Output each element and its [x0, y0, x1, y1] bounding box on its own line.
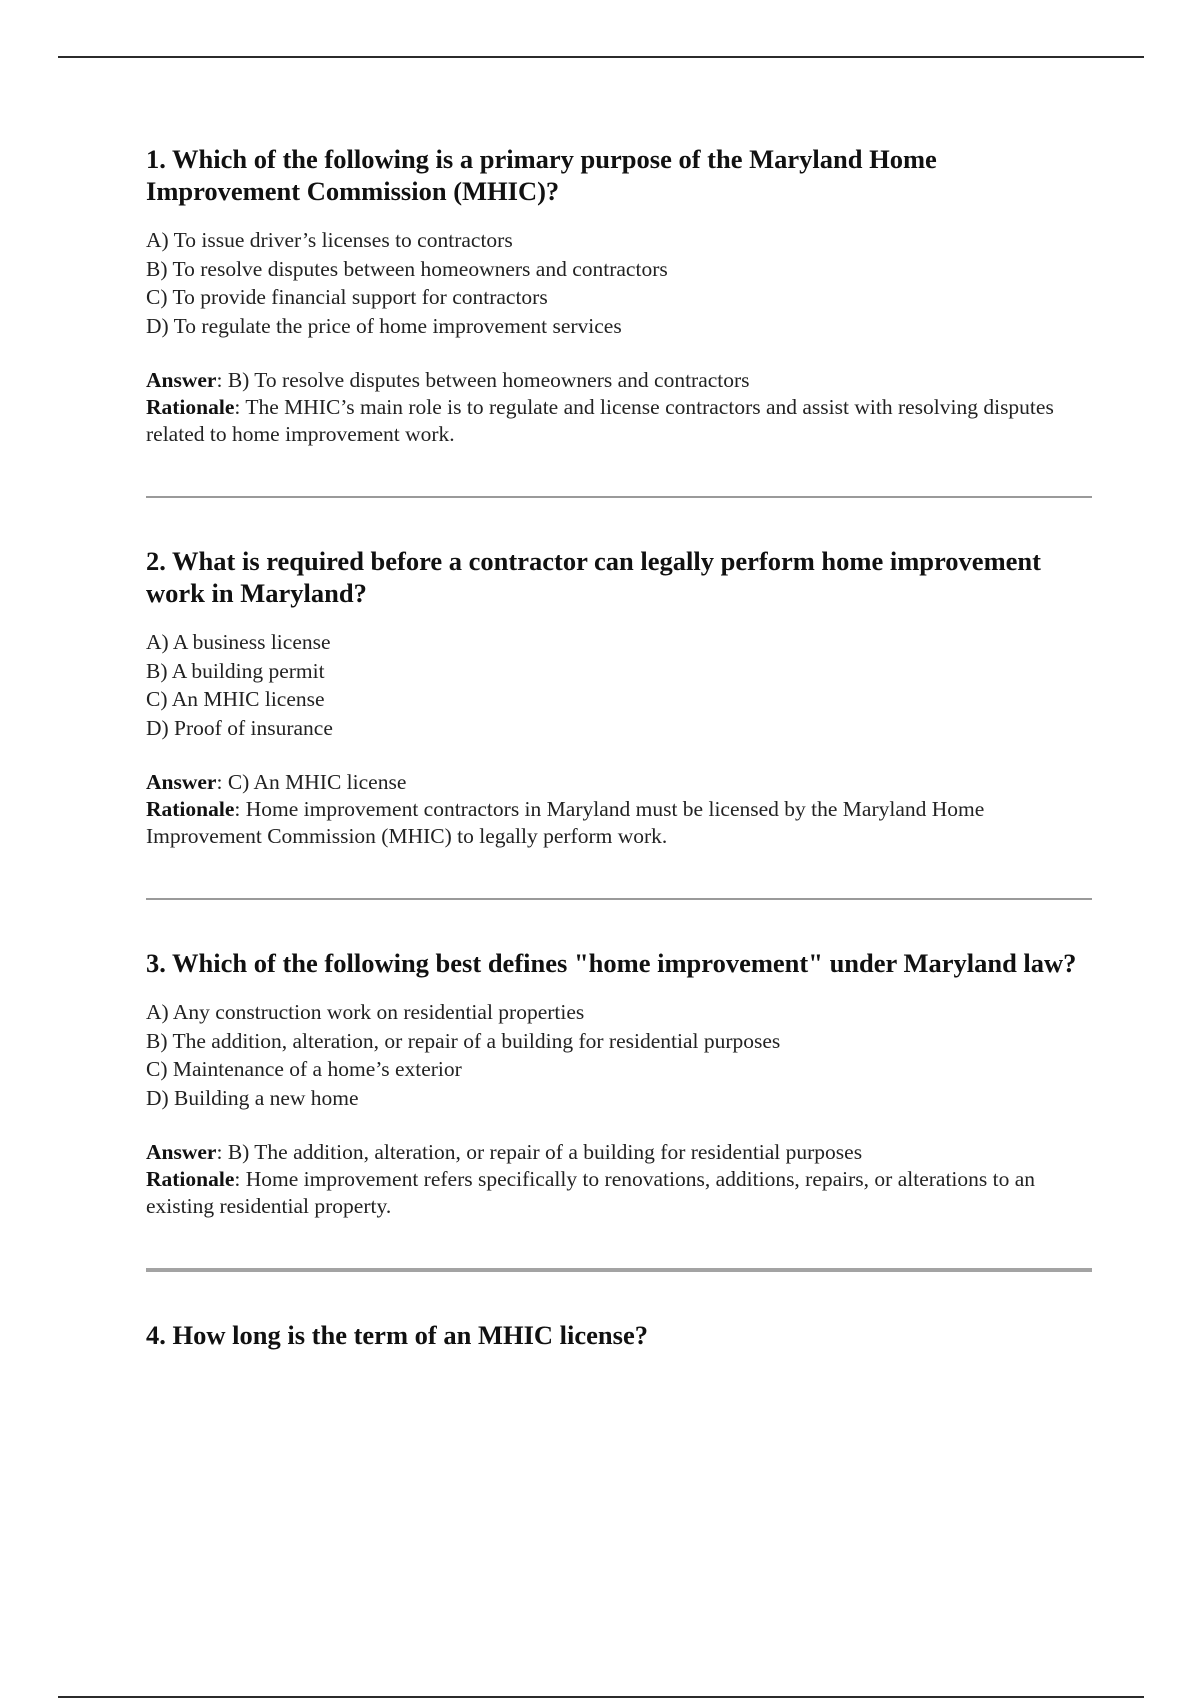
answer-block	[146, 367, 1092, 448]
answer-line	[146, 367, 1092, 394]
option-d: D) Proof of insurance	[146, 715, 333, 740]
section-divider	[146, 898, 1092, 900]
option-b: B) A building permit	[146, 658, 325, 683]
rationale-text: : Home improvement contractors in Maryland must be licensed by the Maryland Home Improvement Commission (MHIC) to legally perform work.	[146, 797, 985, 848]
option-c: C) An MHIC license	[146, 687, 325, 711]
answer-line	[146, 1139, 1092, 1166]
question-title: 4. How long is the term of an MHIC license?	[146, 1320, 648, 1350]
answer-text: : B) The addition, alteration, or repair of a building for residential purposes	[216, 1140, 863, 1164]
answer-text: : C) An MHIC license	[216, 770, 407, 794]
rationale-label: Rationale	[146, 1167, 235, 1191]
rationale-line	[146, 796, 1092, 850]
answer-block	[146, 1139, 1092, 1220]
section-divider	[146, 1268, 1092, 1272]
question-title: 2. What is required before a contractor can legally perform home improvement work in Maryland?	[146, 546, 1041, 608]
rationale-text: : Home improvement refers specifically to renovations, additions, repairs, or alterations to an existing residential property.	[146, 1167, 1036, 1218]
question-title: 1. Which of the following is a primary purpose of the Maryland Home Improvement Commission (MHIC)?	[146, 144, 937, 206]
rationale-label: Rationale	[146, 395, 235, 419]
answer-line	[146, 769, 1092, 796]
option-a: A) Any construction work on residential properties	[146, 1000, 585, 1024]
page-top-rule	[58, 56, 1144, 58]
option-c: C) To provide financial support for contractors	[146, 285, 548, 309]
answer-block	[146, 769, 1092, 850]
option-d: D) Building a new home	[146, 1085, 359, 1110]
answer-label: Answer	[146, 368, 217, 392]
rationale-label: Rationale	[146, 797, 235, 821]
rationale-line	[146, 394, 1092, 448]
answer-label: Answer	[146, 1140, 217, 1164]
option-c: C) Maintenance of a home’s exterior	[146, 1057, 462, 1081]
page-bottom-rule	[58, 1696, 1144, 1698]
option-b: B) To resolve disputes between homeowners and contractors	[146, 256, 668, 281]
rationale-text: : The MHIC’s main role is to regulate and license contractors and assist with resolving disputes related to home improvement work.	[146, 395, 1054, 446]
question-title: 3. Which of the following best defines "home improvement" under Maryland law?	[146, 948, 1077, 978]
option-a: A) To issue driver’s licenses to contractors	[146, 228, 513, 252]
answer-label: Answer	[146, 770, 217, 794]
option-b: B) The addition, alteration, or repair of a building for residential purposes	[146, 1028, 781, 1053]
section-divider	[146, 496, 1092, 498]
option-a: A) A business license	[146, 630, 331, 654]
answer-text: : B) To resolve disputes between homeowners and contractors	[216, 368, 750, 392]
option-list	[146, 998, 1092, 1112]
option-d: D) To regulate the price of home improvement services	[146, 313, 622, 338]
option-list	[146, 628, 1092, 742]
document-body	[146, 143, 1092, 1370]
rationale-line	[146, 1166, 1092, 1220]
question-2	[146, 545, 1092, 850]
option-list	[146, 226, 1092, 340]
question-1	[146, 143, 1092, 448]
question-3	[146, 947, 1092, 1220]
question-4	[146, 1319, 1092, 1351]
